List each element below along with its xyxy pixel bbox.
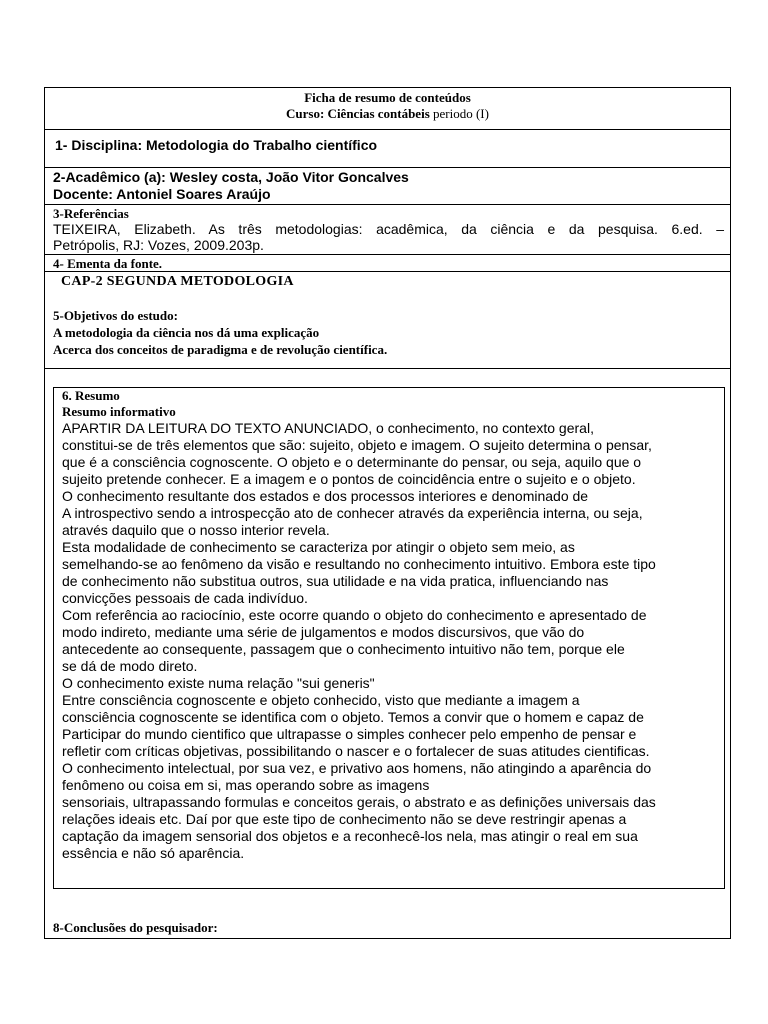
summary-line: através daquilo que o nosso interior revela.	[62, 522, 330, 538]
summary-line: Esta modalidade de conhecimento se caracteriza por atingir o objeto sem meio, as	[62, 539, 575, 555]
academic-section	[45, 168, 730, 205]
summary-line: sujeito pretende conhecer. E a imagem e o pontos de coincidência entre o sujeito e o objeto.	[62, 471, 636, 487]
summary-line: O conhecimento intelectual, por sua vez, e privativo aos homens, não atingindo a aparência do	[62, 760, 652, 776]
content-summary-form	[44, 87, 731, 939]
conclusions-heading: 8-Conclusões do pesquisador:	[53, 920, 218, 935]
references-heading: 3-Referências	[53, 206, 129, 221]
summary-line: fenômeno ou coisa em si, mas operando sobre as imagens	[62, 777, 430, 793]
summary-section	[53, 387, 725, 889]
summary-line: Entre consciência cognoscente e objeto conhecido, visto que mediante a imagem a	[62, 692, 580, 708]
form-header	[45, 88, 730, 130]
discipline-text: 1- Disciplina: Metodologia do Trabalho científico	[55, 137, 378, 153]
ementa-objectives-section	[45, 255, 730, 369]
ementa-divider	[45, 271, 730, 272]
summary-line: convicções pessoais de cada indivíduo.	[62, 590, 308, 606]
teacher-text: Docente: Antoniel Soares Araújo	[53, 186, 271, 202]
summary-line: constitui-se de três elementos que são: sujeito, objeto e imagem. O sujeito determina o pensar,	[62, 437, 652, 453]
discipline-section	[45, 130, 730, 168]
summary-line: sensoriais, ultrapassando formulas e conceitos gerais, o abstrato e as definições universais das	[62, 794, 656, 810]
summary-line: O conhecimento existe numa relação "sui generis"	[62, 675, 375, 691]
course-period: periodo (I)	[433, 106, 489, 121]
ementa-value: CAP-2 SEGUNDA METODOLOGIA	[61, 274, 294, 289]
summary-line: O conhecimento resultante dos estados e dos processos interiores e denominado de	[62, 488, 589, 504]
summary-line: refletir com críticas objetivas, possibilitando o nascer e o fortalecer de suas atitudes cientificas.	[62, 743, 650, 759]
objectives-heading: 5-Objetivos do estudo:	[53, 308, 178, 323]
summary-line: relações ideais etc. Daí por que este tipo de conhecimento não se deve restringir apenas a	[62, 811, 627, 827]
summary-line: modo indireto, mediante uma série de julgamentos e modos discursivos, que vão do	[62, 624, 585, 640]
summary-line: que é a consciência cognoscente. O objeto e o determinante do pensar, ou seja, aquilo que o	[62, 454, 642, 470]
summary-heading: 6. Resumo	[62, 388, 120, 403]
course-label: Curso: Ciências contábeis	[286, 106, 430, 121]
objectives-line-2: Acerca dos conceitos de paradigma e de revolução científica.	[53, 342, 388, 357]
summary-line: A introspectivo sendo a introspecção ato de conhecer através da experiência interna, ou seja,	[62, 505, 643, 521]
course-line	[45, 106, 730, 122]
summary-text	[62, 420, 718, 862]
summary-line: antecedente ao consequente, passagem que o conhecimento intuitivo não tem, porque ele	[62, 641, 625, 657]
summary-line: Com referência ao raciocínio, este ocorre quando o objeto do conhecimento e apresentado de	[62, 607, 647, 623]
reference-line-2: Petrópolis, RJ: Vozes, 2009.203p.	[53, 237, 264, 253]
conclusions-section	[45, 919, 730, 939]
reference-line-1: TEIXEIRA, Elizabeth. As três metodologias: acadêmica, da ciência e da pesquisa. 6.ed. –	[53, 221, 724, 237]
summary-line: semelhando-se ao fenômeno da visão e resultando no conhecimento intuitivo. Embora este tipo	[62, 556, 656, 572]
summary-line: essência e não só aparência.	[62, 845, 245, 861]
summary-line: consciência cognoscente se identifica com o objeto. Temos a convir que o homem e capaz de	[62, 709, 644, 725]
summary-line: de conhecimento não substitua outros, sua utilidade e na vida pratica, influenciando nas	[62, 573, 609, 589]
summary-line: Participar do mundo cientifico que ultrapasse o simples conhecer pelo empenho de pensar e	[62, 726, 637, 742]
summary-line: se dá de modo direto.	[62, 658, 198, 674]
references-section	[45, 205, 730, 255]
form-title: Ficha de resumo de conteúdos	[304, 90, 471, 105]
summary-subheading: Resumo informativo	[62, 404, 176, 419]
objectives-line-1: A metodologia da ciência nos dá uma explicação	[53, 325, 320, 340]
students-text: 2-Acadêmico (a): Wesley costa, João Vitor Goncalves	[53, 169, 409, 185]
summary-line: APARTIR DA LEITURA DO TEXTO ANUNCIADO, o conhecimento, no contexto geral,	[62, 420, 594, 436]
summary-line: captação da imagem sensorial dos objetos e a reconhecê-los nela, mas atingir o real em sua	[62, 828, 638, 844]
ementa-heading: 4- Ementa da fonte.	[53, 256, 163, 271]
